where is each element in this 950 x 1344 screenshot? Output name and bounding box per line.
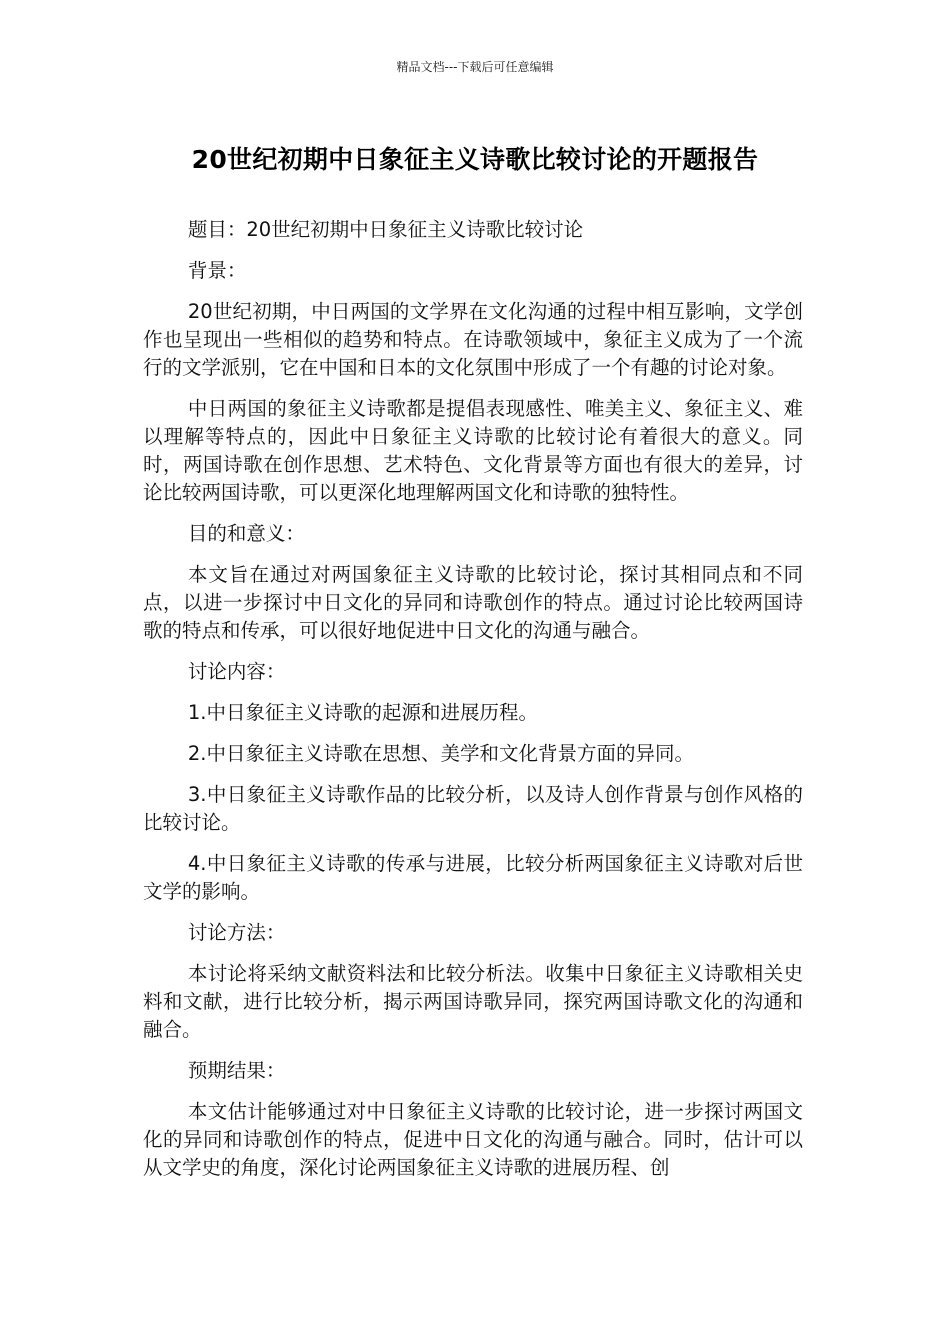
topic-line: 题目：20世纪初期中日象征主义诗歌比较讨论 (187, 218, 584, 241)
list-item: 4.中日象征主义诗歌的传承与进展，比较分析两国象征主义诗歌对后世文学的影响。 (143, 852, 803, 903)
paragraph: 本讨论将采纳文献资料法和比较分析法。收集中日象征主义诗歌相关史料和文献，进行比较分析，揭示两国诗歌异同，探究两国诗歌文化的沟通和融合。 (143, 962, 803, 1041)
header-note: 精品文档---下载后可任意编辑 (396, 60, 554, 74)
document-title: 20世纪初期中日象征主义诗歌比较讨论的开题报告 (191, 145, 759, 174)
paragraph: 本文估计能够通过对中日象征主义诗歌的比较讨论，进一步探讨两国文化的异同和诗歌创作的特点，促进中日文化的沟通与融合。同时，估计可以从文学史的角度，深化讨论两国象征主义诗歌的进展历程、创 (143, 1100, 803, 1179)
section-label-method: 讨论方法： (187, 921, 286, 944)
list-item: 1.中日象征主义诗歌的起源和进展历程。 (187, 701, 538, 724)
section-label-content: 讨论内容： (187, 660, 286, 683)
paragraph: 中日两国的象征主义诗歌都是提倡表现感性、唯美主义、象征主义、难以理解等特点的，因此中日象征主义诗歌的比较讨论有着很大的意义。同时，两国诗歌在创作思想、艺术特色、文化背景等方面也有很大的差异，讨论比较两国诗歌，可以更深化地理解两国文化和诗歌的独特性。 (143, 397, 803, 504)
paragraph: 20世纪初期，中日两国的文学界在文化沟通的过程中相互影响，文学创作也呈现出一些相似的趋势和特点。在诗歌领域中，象征主义成为了一个流行的文学派别，它在中国和日本的文化氛围中形成了一个有趣的讨论对象。 (143, 300, 803, 379)
section-label-background: 背景： (187, 259, 247, 282)
section-label-expected: 预期结果： (187, 1059, 286, 1082)
list-item: 2.中日象征主义诗歌在思想、美学和文化背景方面的异同。 (187, 742, 694, 765)
document-body (143, 216, 803, 1195)
section-label-purpose: 目的和意义： (187, 522, 305, 545)
list-item: 3.中日象征主义诗歌作品的比较分析，以及诗人创作背景与创作风格的比较讨论。 (143, 783, 803, 834)
paragraph: 本文旨在通过对两国象征主义诗歌的比较讨论，探讨其相同点和不同点，以进一步探讨中日文化的异同和诗歌创作的特点。通过讨论比较两国诗歌的特点和传承，可以很好地促进中日文化的沟通与融合。 (143, 563, 803, 642)
